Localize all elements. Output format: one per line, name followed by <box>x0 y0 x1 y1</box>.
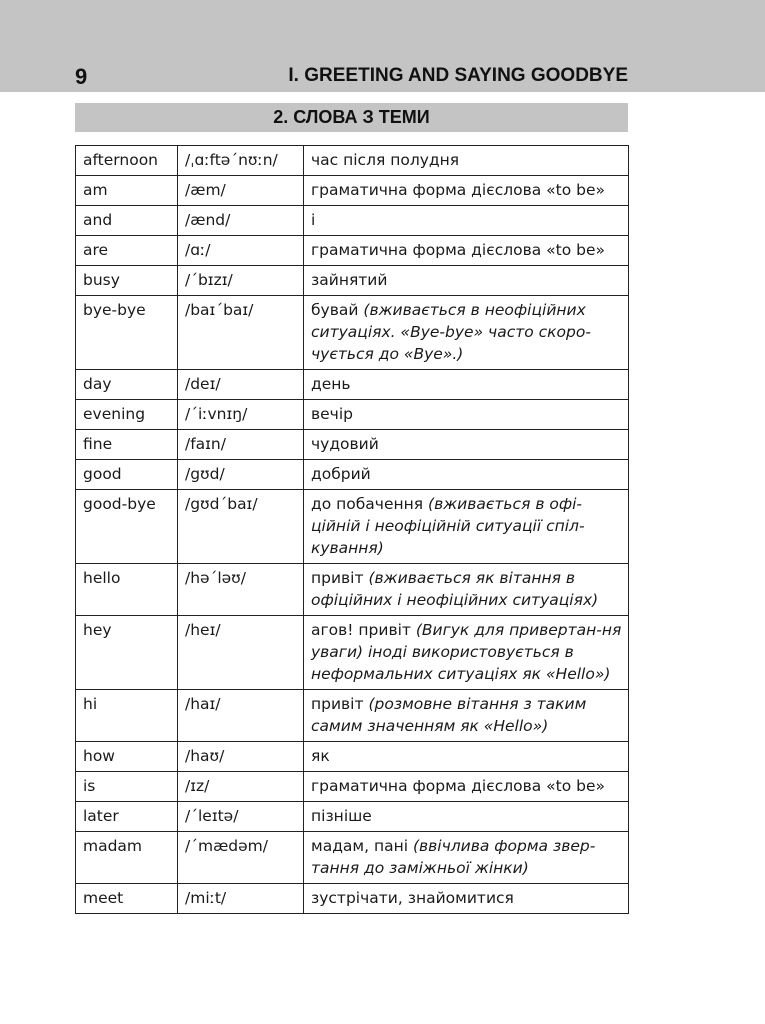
transcription-cell: /ɪz/ <box>178 772 304 802</box>
word-cell: is <box>76 772 178 802</box>
word-cell: day <box>76 370 178 400</box>
meaning-cell <box>304 884 629 914</box>
table-row <box>76 146 629 176</box>
transcription-cell: /haɪ/ <box>178 690 304 742</box>
meaning-text: мадам, пані <box>311 837 409 855</box>
section-bar <box>75 103 628 132</box>
meaning-text: час після полудня <box>311 151 460 169</box>
meaning-text: як <box>311 747 330 765</box>
meaning-text: до побачення <box>311 495 424 513</box>
usage-note: (вживається в неофіційних ситуаціях. «Bye-bye» часто скоро-чується до «Bye».) <box>311 301 591 363</box>
table-row <box>76 564 629 616</box>
word-cell: fine <box>76 430 178 460</box>
meaning-text: день <box>311 375 351 393</box>
usage-note: (ввічлива форма звер-тання до заміжньої жінки) <box>311 837 596 877</box>
table-row <box>76 370 629 400</box>
transcription-cell: /baɪˊbaɪ/ <box>178 296 304 370</box>
transcription-cell: /deɪ/ <box>178 370 304 400</box>
meaning-text: граматична форма дієслова «to be» <box>311 241 606 259</box>
meaning-cell <box>304 296 629 370</box>
meaning-text: привіт <box>311 569 364 587</box>
meaning-cell <box>304 490 629 564</box>
word-cell: evening <box>76 400 178 430</box>
page-number: 9 <box>75 64 88 89</box>
meaning-text: привіт <box>311 695 364 713</box>
word-cell: are <box>76 236 178 266</box>
transcription-cell: /ˊiːvnɪŋ/ <box>178 400 304 430</box>
table-row <box>76 296 629 370</box>
usage-note: (розмовне вітання з таким самим значенням як «Hello») <box>311 695 587 735</box>
word-cell: good-bye <box>76 490 178 564</box>
transcription-cell: /ˊleɪtə/ <box>178 802 304 832</box>
meaning-cell <box>304 400 629 430</box>
section-title: 2. СЛОВА З ТЕМИ <box>273 107 430 127</box>
meaning-text: агов! привіт <box>311 621 411 639</box>
transcription-cell: /gʊd/ <box>178 460 304 490</box>
transcription-cell: /heɪ/ <box>178 616 304 690</box>
word-cell: and <box>76 206 178 236</box>
word-cell: madam <box>76 832 178 884</box>
meaning-cell <box>304 690 629 742</box>
meaning-cell <box>304 802 629 832</box>
word-cell: busy <box>76 266 178 296</box>
word-cell: bye-bye <box>76 296 178 370</box>
word-cell: hi <box>76 690 178 742</box>
meaning-cell <box>304 236 629 266</box>
table-row <box>76 206 629 236</box>
meaning-text: граматична форма дієслова «to be» <box>311 777 606 795</box>
meaning-cell <box>304 564 629 616</box>
meaning-cell <box>304 266 629 296</box>
vocabulary-table-body <box>76 146 629 914</box>
transcription-cell: /ˊmædəm/ <box>178 832 304 884</box>
table-row <box>76 430 629 460</box>
meaning-cell <box>304 176 629 206</box>
transcription-cell: /æm/ <box>178 176 304 206</box>
word-cell: am <box>76 176 178 206</box>
meaning-cell <box>304 430 629 460</box>
table-row <box>76 176 629 206</box>
table-row <box>76 236 629 266</box>
meaning-text: зустрічати, знайомитися <box>311 889 514 907</box>
word-cell: hello <box>76 564 178 616</box>
meaning-text: граматична форма дієслова «to be» <box>311 181 606 199</box>
usage-note: (Вигук для привертан-ня уваги) іноді використовується в неформальних ситуаціях як «Hello») <box>311 621 622 683</box>
transcription-cell: /ɑː/ <box>178 236 304 266</box>
meaning-text: чудовий <box>311 435 379 453</box>
word-cell: how <box>76 742 178 772</box>
word-cell: meet <box>76 884 178 914</box>
meaning-cell <box>304 146 629 176</box>
table-row <box>76 616 629 690</box>
table-row <box>76 802 629 832</box>
transcription-cell: /gʊdˊbaɪ/ <box>178 490 304 564</box>
table-row <box>76 490 629 564</box>
table-row <box>76 690 629 742</box>
meaning-cell <box>304 772 629 802</box>
transcription-cell: /həˊləʊ/ <box>178 564 304 616</box>
word-cell: hey <box>76 616 178 690</box>
usage-note: (вживається як вітання в офіційних і неофіційних ситуаціях) <box>311 569 599 609</box>
meaning-text: зайнятий <box>311 271 388 289</box>
chapter-title: I. GREETING AND SAYING GOODBYE <box>288 65 628 86</box>
meaning-cell <box>304 832 629 884</box>
meaning-text: і <box>311 211 316 229</box>
table-row <box>76 742 629 772</box>
word-cell: afternoon <box>76 146 178 176</box>
word-cell: later <box>76 802 178 832</box>
table-row <box>76 772 629 802</box>
meaning-cell <box>304 206 629 236</box>
meaning-cell <box>304 742 629 772</box>
usage-note: (вживається в офі-ційній і неофіційній ситуації спіл-кування) <box>311 495 585 557</box>
meaning-cell <box>304 616 629 690</box>
meaning-text: вечір <box>311 405 353 423</box>
table-row <box>76 266 629 296</box>
transcription-cell: /ˊbɪzɪ/ <box>178 266 304 296</box>
meaning-text: пізніше <box>311 807 372 825</box>
table-row <box>76 832 629 884</box>
vocabulary-table <box>75 145 629 914</box>
table-row <box>76 400 629 430</box>
table-row <box>76 460 629 490</box>
meaning-cell <box>304 370 629 400</box>
transcription-cell: /ænd/ <box>178 206 304 236</box>
transcription-cell: /ˌɑːftəˊnʊːn/ <box>178 146 304 176</box>
table-row <box>76 884 629 914</box>
transcription-cell: /haʊ/ <box>178 742 304 772</box>
meaning-cell <box>304 460 629 490</box>
word-cell: good <box>76 460 178 490</box>
meaning-text: бувай <box>311 301 359 319</box>
transcription-cell: /faɪn/ <box>178 430 304 460</box>
meaning-text: добрий <box>311 465 371 483</box>
transcription-cell: /miːt/ <box>178 884 304 914</box>
